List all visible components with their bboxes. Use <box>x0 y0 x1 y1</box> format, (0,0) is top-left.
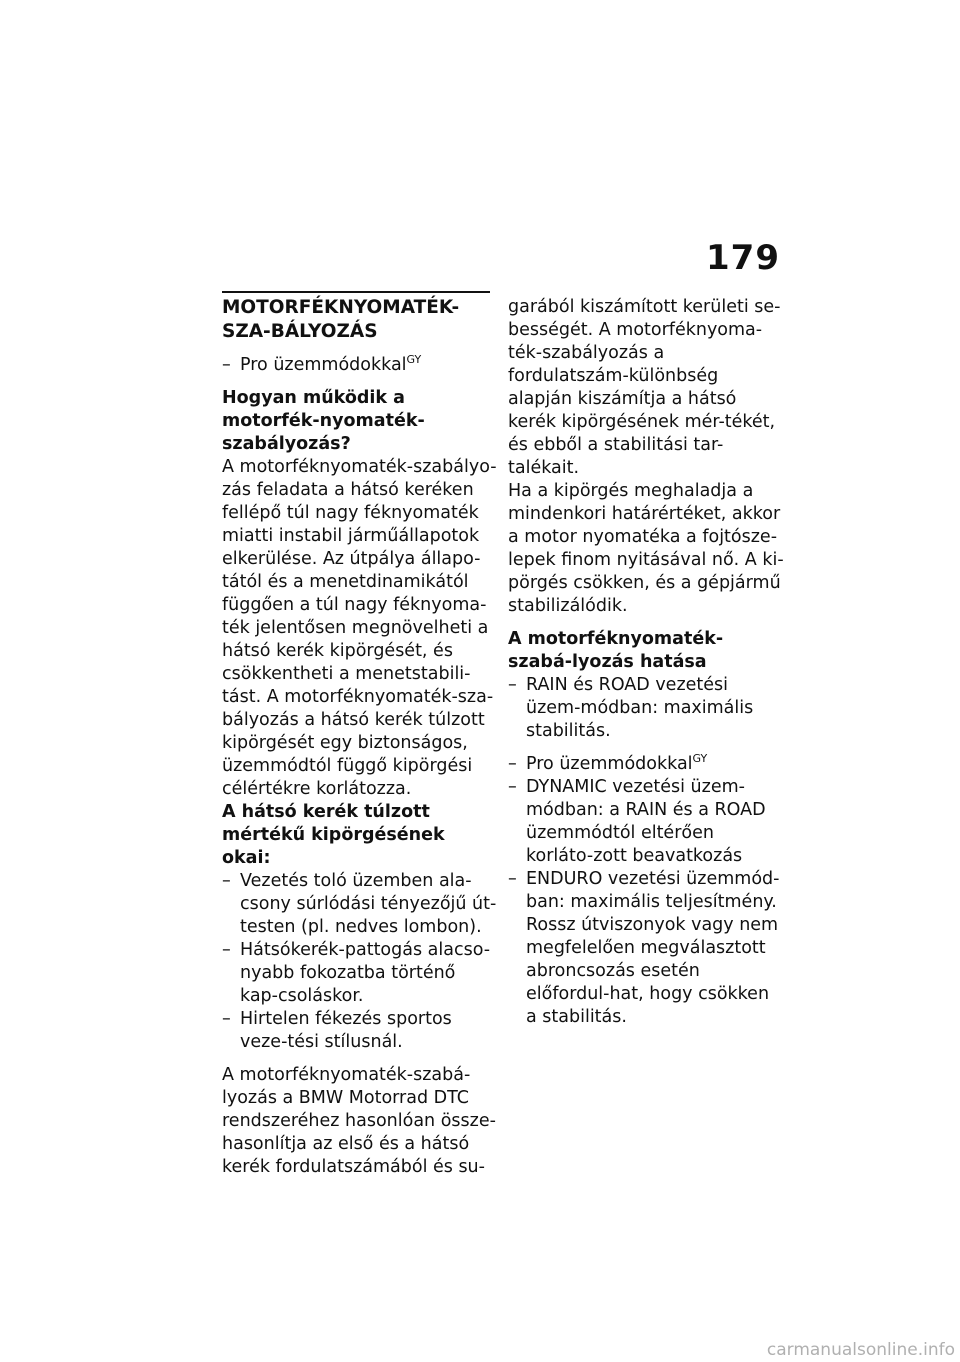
pro-mode-text: Pro üzemmódokkal <box>526 754 693 774</box>
effect-heading: A motorféknyomaték-szabá-lyozás hatása <box>508 629 724 672</box>
mode-note <box>222 354 498 377</box>
intro-paragraph: A motorféknyomaték-szabályo-zás feladata a hátsó keréken fellépő túl nagy féknyomaték miatti instabil járműállapotok elkerülése. Az útpálya állapo-tától és a menetdinamikától függően a túl nagy féknyoma-ték jelentősen megnövelheti a hátsó kerék kipörgését, és csökkentheti a menetstabili-tást. A motorféknyomaték-sza-bályozás a hátsó kerék túlzott kipörgését egy biztonságos, üzemmódtól függő kipörgési célértékre korlátozza. <box>222 457 497 799</box>
list-item: – Hirtelen fékezés sportos veze-tési stílusnál. <box>222 1008 498 1054</box>
causes-heading: A hátsó kerék túlzott mértékű kipörgésének okai: <box>222 802 445 868</box>
threshold-paragraph: Ha a kipörgés meghaladja a mindenkori határértéket, akkor a motor nyomatéka a fojtósze-lepek finom nyitásával nő. A ki-pörgés csökken, és a gépjármű stabilizálódik. <box>508 481 784 616</box>
causes-list <box>222 870 498 1054</box>
list-item: – Hátsókerék-pattogás alacso-nyabb fokozatba történő kap-csoláskor. <box>222 939 498 1008</box>
list-item: – RAIN és ROAD vezetési üzem-módban: maximális stabilitás. <box>508 674 784 743</box>
section-title: MOTORFÉKNYOMATÉK-SZA-BÁLYOZÁS <box>222 297 460 342</box>
list-item: – Vezetés toló üzemben ala-csony súrlódási tényezőjű út-testen (pl. nedves lombon). <box>222 870 498 939</box>
left-column <box>222 296 498 1179</box>
right-column <box>508 296 784 1029</box>
market-code: GY <box>692 752 708 765</box>
effect-list-pro <box>508 753 784 1029</box>
effect-list-basic <box>508 674 784 743</box>
page-number: 179 <box>706 238 780 278</box>
market-code: GY <box>406 353 422 366</box>
dtc-paragraph: A motorféknyomaték-szabá-lyozás a BMW Motorrad DTC rendszeréhez hasonlóan össze-hasonlítja az első és a hátsó kerék fordulatszámából és su- <box>222 1065 496 1177</box>
pro-mode-item <box>508 753 784 776</box>
section-divider <box>222 291 490 293</box>
list-item: – ENDURO vezetési üzemmód-ban: maximális teljesítmény. Rossz útviszonyok vagy nem megfelelően megválasztott abroncsozás esetén előfordul-hat, hogy csökken a stabilitás. <box>508 868 784 1029</box>
question-heading: Hogyan működik a motorfék-nyomaték-szabályozás? <box>222 388 425 454</box>
list-item: – DYNAMIC vezetési üzem-módban: a RAIN és a ROAD üzemmódtól eltérően korláto-zott beavatkozás <box>508 776 784 868</box>
mode-note-list <box>222 354 498 377</box>
continuation-paragraph: garából kiszámított kerületi se-bességét. A motorféknyoma-ték-szabályozás a fordulatszám-különbség alapján kiszámítja a hátsó kerék kipörgésének mér-tékét, és ebből a stabilitási tar-talékait. <box>508 297 781 478</box>
mode-note-text: Pro üzemmódokkal <box>240 355 407 375</box>
watermark: carmanualsonline.info <box>766 1340 955 1360</box>
